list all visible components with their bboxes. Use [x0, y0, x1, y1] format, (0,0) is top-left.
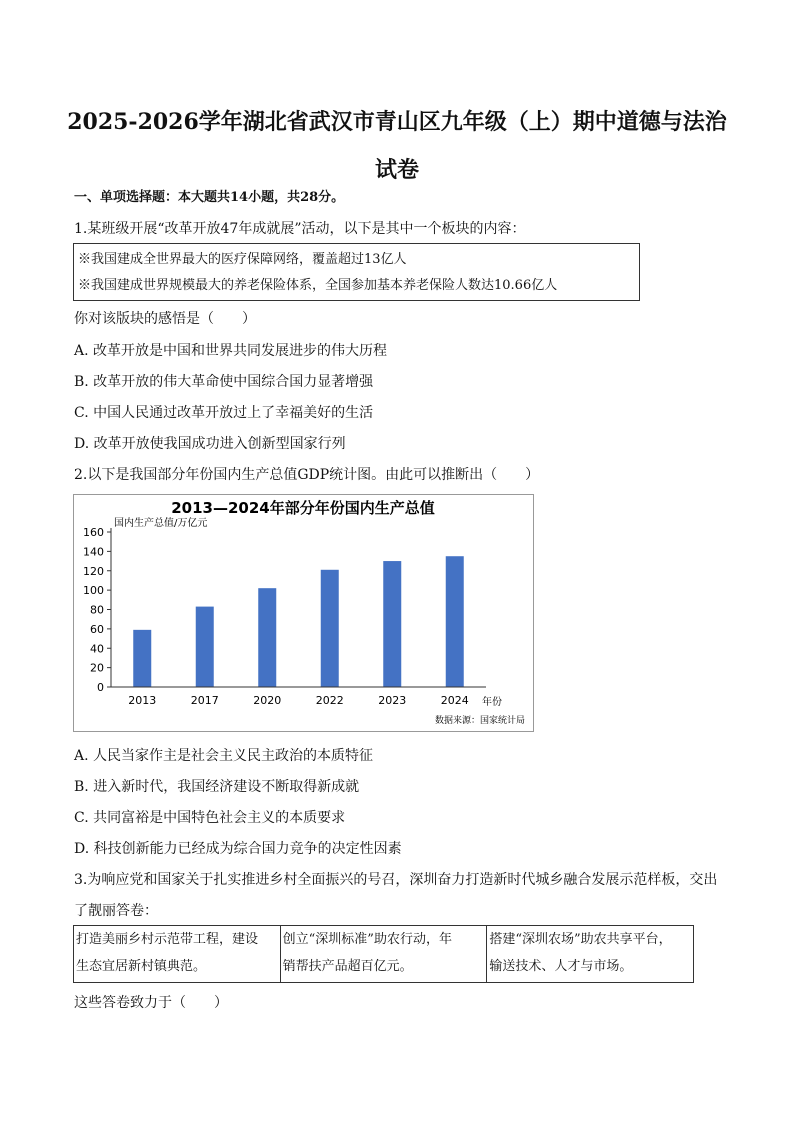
chart-bar-2017: [196, 607, 214, 687]
chart-y-tick-label: 120: [83, 564, 104, 578]
chart-bar-2023: [383, 561, 401, 687]
chart-y-tick-label: 60: [90, 622, 104, 636]
gdp-chart-svg: [74, 495, 533, 731]
question-2-option-d[interactable]: D. 科技创新能力已经成为综合国力竞争的决定性因素: [74, 841, 402, 857]
question-2-option-b[interactable]: B. 进入新时代，我国经济建设不断取得新成就: [74, 779, 360, 795]
question-3-table: [73, 925, 694, 983]
question-1-option-c[interactable]: C. 中国人民通过改革开放过上了幸福美好的生活: [74, 405, 374, 421]
chart-x-tick-label: 2022: [315, 694, 344, 707]
section-heading: 一、单项选择题：本大题共14小题，共28分。: [74, 190, 345, 205]
chart-y-tick-label: 0: [97, 681, 104, 694]
chart-x-tick-label: 2024: [440, 694, 469, 707]
chart-y-axis-label: 国内生产总值/万亿元: [114, 518, 208, 529]
question-1-option-b[interactable]: B. 改革开放的伟大革命使中国综合国力显著增强: [74, 374, 374, 390]
question-3-stem-line-1: 3.为响应党和国家关于扎实推进乡村全面振兴的号召，深圳奋力打造新时代城乡融合发展示范样板，交出: [74, 872, 718, 888]
chart-bar-2022: [321, 570, 339, 687]
table-cell-line: 搭建“深圳农场”助农共享平台，: [489, 932, 672, 947]
table-cell-line: 创立“深圳标准”助农行动，年: [282, 932, 452, 947]
chart-title: 2013—2024年部分年份国内生产总值: [171, 499, 435, 517]
question-1-prompt: 你对该版块的感悟是（ ）: [74, 311, 256, 327]
question-1-info-box: [73, 243, 640, 301]
chart-x-tick-label: 2020: [253, 694, 282, 707]
question-3-prompt: 这些答卷致力于（ ）: [74, 995, 228, 1011]
table-row: [74, 926, 694, 983]
chart-x-tick-label: 2023: [378, 694, 407, 707]
chart-y-tick-label: 100: [83, 584, 104, 598]
question-2-stem: 2.以下是我国部分年份国内生产总值GDP统计图。由此可以推断出（ ）: [74, 467, 540, 483]
chart-x-tick-label: 2017: [190, 694, 219, 707]
chart-source-note: 数据来源：国家统计局: [434, 716, 525, 726]
chart-y-tick-label: 20: [90, 661, 104, 675]
question-1-option-d[interactable]: D. 改革开放使我国成功进入创新型国家行列: [74, 436, 346, 452]
gdp-bar-chart: [73, 494, 534, 732]
table-cell-line: 销帮扶产品超百亿元。: [282, 959, 413, 974]
chart-x-axis-label: 年份: [482, 697, 502, 708]
chart-y-tick-label: 40: [90, 642, 104, 656]
table-cell: [280, 926, 487, 983]
chart-bar-2020: [258, 588, 276, 687]
table-cell: [74, 926, 281, 983]
chart-y-tick-label: 140: [83, 545, 104, 559]
chart-y-tick-label: 160: [83, 526, 104, 539]
chart-bar-2013: [133, 630, 151, 687]
info-box-line-2: ※我国建成世界规模最大的养老保险体系，全国参加基本养老保险人数达10.66亿人: [78, 278, 558, 293]
table-cell-line: 生态宜居新村镇典范。: [76, 959, 207, 974]
chart-bar-2024: [446, 556, 464, 687]
question-1-stem: 1.某班级开展“改革开放47年成就展”活动，以下是其中一个板块的内容：: [74, 221, 526, 237]
info-box-line-1: ※我国建成全世界最大的医疗保障网络，覆盖超过13亿人: [78, 252, 407, 267]
table-cell: [487, 926, 694, 983]
question-1-option-a[interactable]: A. 改革开放是中国和世界共同发展进步的伟大历程: [74, 343, 388, 359]
question-2-option-c[interactable]: C. 共同富裕是中国特色社会主义的本质要求: [74, 810, 346, 826]
question-3-stem-line-2: 了靓丽答卷：: [74, 903, 158, 919]
table-cell-line: 打造美丽乡村示范带工程，建设: [76, 932, 259, 947]
page-title: 2025-2026学年湖北省武汉市青山区九年级（上）期中道德与法治试卷: [67, 109, 727, 183]
chart-x-tick-label: 2013: [128, 694, 157, 707]
chart-y-tick-label: 80: [90, 603, 104, 617]
table-cell-line: 输送技术、人才与市场。: [489, 959, 633, 974]
question-2-option-a[interactable]: A. 人民当家作主是社会主义民主政治的本质特征: [74, 748, 374, 764]
